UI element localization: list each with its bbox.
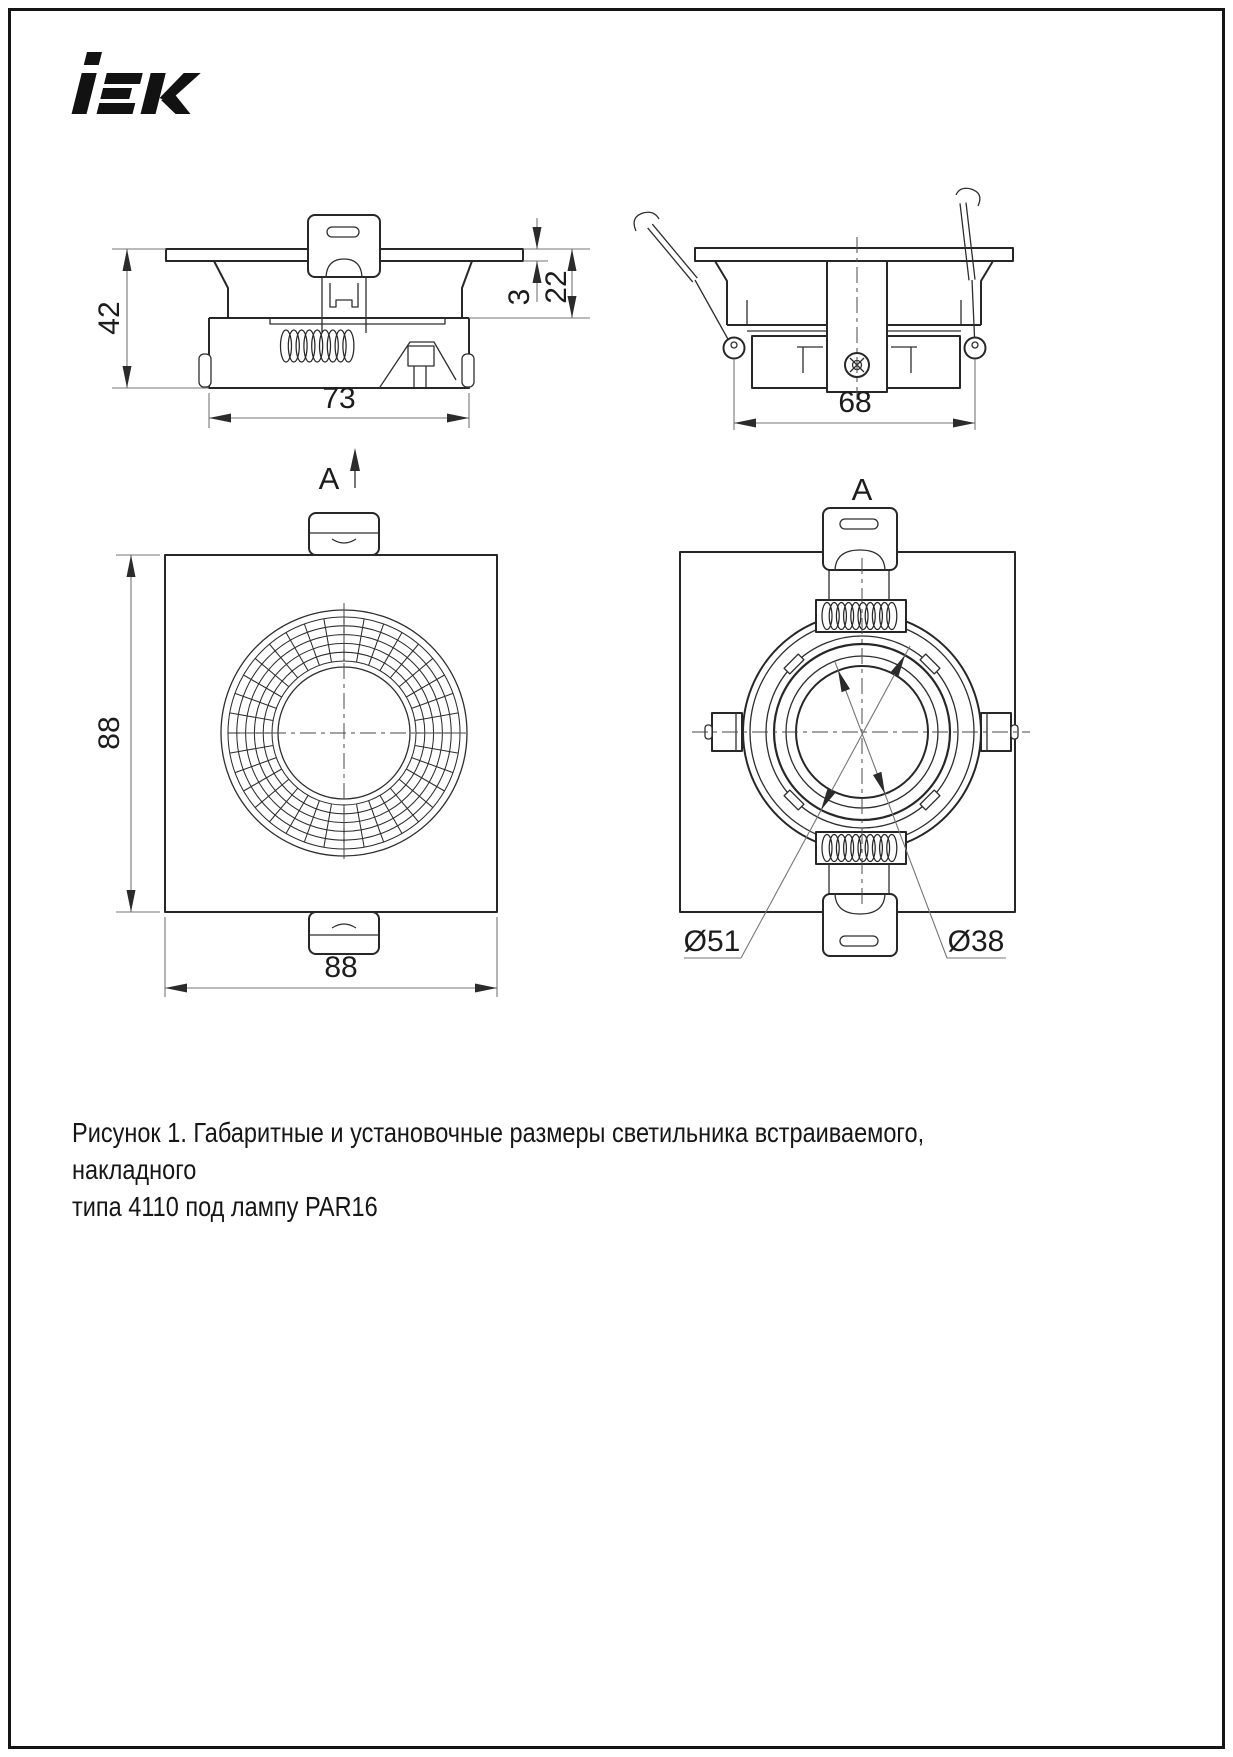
logo-e-mid-bar xyxy=(100,88,132,99)
clip-head-top xyxy=(823,508,897,570)
section-marker-label: A xyxy=(318,461,340,496)
logo-i-dot xyxy=(84,52,102,65)
notch-nw xyxy=(784,654,804,674)
section-marker xyxy=(319,448,360,496)
dim-spring-span-68: 68 xyxy=(838,386,872,419)
view-side-mounted xyxy=(634,188,1013,430)
dim-height-42: 42 xyxy=(93,301,126,335)
figure-caption-line1: Рисунок 1. Габаритные и установочные размеры светильника встраиваемого, накладного xyxy=(72,1117,925,1185)
left-lug xyxy=(199,354,211,387)
notch-sw xyxy=(784,790,804,810)
body-lower-walls xyxy=(209,318,469,388)
dim-width-73: 73 xyxy=(322,382,356,415)
iek-logo xyxy=(72,52,206,114)
latch-hood xyxy=(380,342,456,387)
figure-caption xyxy=(72,1114,1046,1225)
dim-face-height-88: 88 xyxy=(93,716,126,750)
figure-caption-line2: типа 4110 под лампу PAR16 xyxy=(72,1191,378,1222)
section-arrow-head xyxy=(350,448,360,471)
logo-k-stem xyxy=(141,73,166,114)
dim-mount-diameter-51: Ø51 xyxy=(683,925,741,958)
spring-wire-right xyxy=(972,280,975,337)
view-side-section xyxy=(93,215,590,428)
clip-head xyxy=(308,215,380,277)
view-front-installed xyxy=(680,472,1030,958)
notch-se xyxy=(920,790,940,810)
spring-coil xyxy=(281,330,354,362)
logo-e-bottom-bar xyxy=(97,103,136,114)
spring-hook-right xyxy=(956,188,980,206)
logo-e-top-bar xyxy=(104,73,143,84)
clip-top xyxy=(309,513,379,555)
view-front-face xyxy=(93,513,497,997)
clip-head-bottom xyxy=(823,894,897,956)
dim-flange-thickness-3: 3 xyxy=(503,288,536,306)
logo-i-stem xyxy=(72,73,97,114)
clip-bottom xyxy=(309,912,379,954)
notch-ne xyxy=(920,654,940,674)
logo-k-upper-arm xyxy=(159,73,201,102)
clip-bracket xyxy=(330,283,358,307)
view-a-label: A xyxy=(851,472,873,507)
spring-wire-left xyxy=(695,280,729,341)
dim-lamp-diameter-38: Ø38 xyxy=(947,925,1005,958)
right-lug xyxy=(462,354,474,387)
dim-recess-depth-22: 22 xyxy=(540,270,573,304)
dim-face-width-88: 88 xyxy=(324,951,358,984)
latch-box xyxy=(408,346,434,366)
